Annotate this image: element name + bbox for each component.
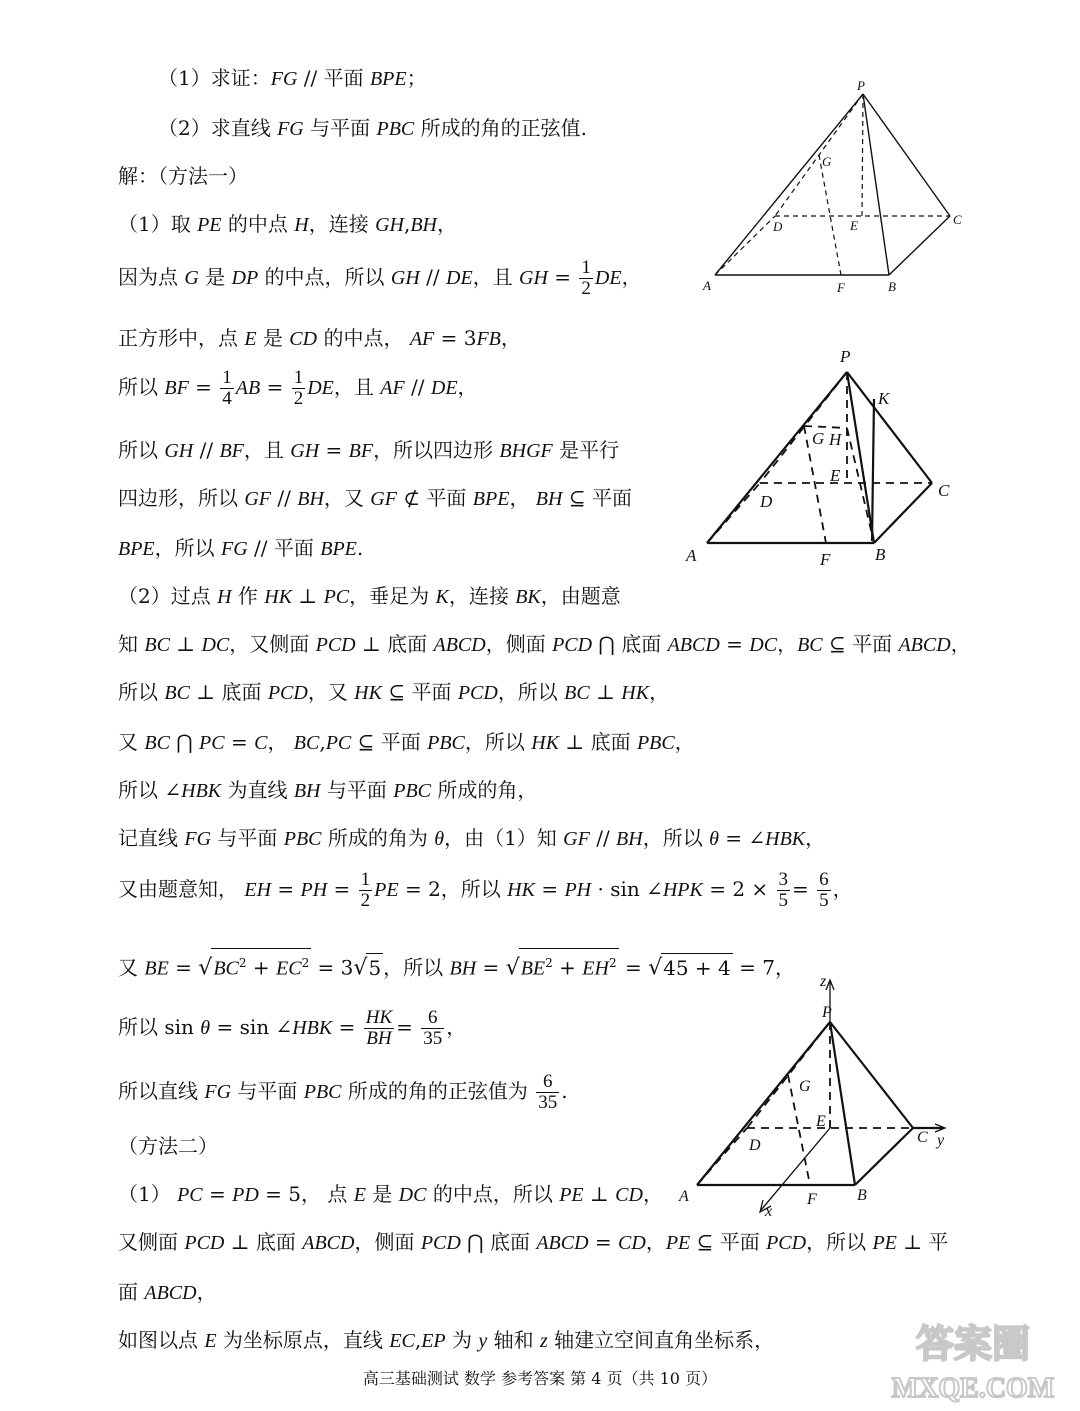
step-2: 因为点 G 是 DP 的中点，所以 GH // DE，且 GH = $\frac{1}{2}$ DE， <box>118 257 642 299</box>
fig2-label-D: D <box>760 492 773 511</box>
fig3-label-C: C <box>917 1129 928 1146</box>
pyramid-figure-1 <box>695 80 985 300</box>
question-part-1: （1）求证：FG // 平面 BPE； <box>158 66 427 90</box>
fraction-hk-bh: $\frac{HK}{BH}$ <box>365 1007 393 1049</box>
watermark-logo <box>888 1305 1058 1405</box>
fig2-label-K: K <box>878 389 890 408</box>
fig3-label-z: z <box>820 973 827 990</box>
svg-text:MXQE.COM: MXQE.COM <box>891 1373 1055 1404</box>
step-20: 面 ABCD， <box>118 1280 217 1304</box>
step-3: 正方形中，点 E 是 CD 的中点， AF = 3FB， <box>118 326 521 350</box>
pyramid-figure-3 <box>675 970 975 1220</box>
step-10: 所以 BC ⊥ 底面 PCD，又 HK ⊆ 平面 PCD，所以 BC ⊥ HK， <box>118 680 670 704</box>
step-13: 记直线 FG 与平面 PBC 所成的角为 θ，由（1）知 GF // BH，所以 θ = ∠HBK， <box>118 826 826 850</box>
step-19: 又侧面 PCD ⊥ 底面 ABCD，侧面 PCD ⋂ 底面 ABCD = CD，PE ⊆ 平面 PCD，所以 PE ⊥ 平 <box>118 1230 949 1254</box>
fig1-label-G: G <box>822 154 832 169</box>
fig2-label-P: P <box>840 347 851 366</box>
fig3-label-A: A <box>679 1188 689 1205</box>
step-17: 所以直线 FG 与平面 PBC 所成的角的正弦值为 $\frac{6}{35}$ . <box>118 1071 568 1113</box>
fig2-label-H: H <box>829 430 842 449</box>
question-part-2: （2）求直线 FG 与平面 PBC 所成的角的正弦值. <box>158 116 587 140</box>
fig1-label-C: C <box>953 212 962 227</box>
step-4: 所以 BF = $\frac{1}{4}$ AB = $\frac{1}{2}$ DE，且 AF // DE， <box>118 367 478 409</box>
step-7: BPE，所以 FG // 平面 BPE. <box>118 536 364 560</box>
fig3-label-F: F <box>807 1191 817 1208</box>
fig2-label-A: A <box>686 546 697 565</box>
fig2-label-E: E <box>830 466 841 485</box>
fig2-label-F: F <box>820 550 831 569</box>
step-1: （1）取 PE 的中点 H，连接 GH,BH， <box>118 212 457 236</box>
fraction-3-5: $\frac{3}{5}$ <box>778 869 789 911</box>
step-8: （2）过点 H 作 HK ⊥ PC，垂足为 K，连接 BK，由题意 <box>118 584 621 608</box>
fig3-label-B: B <box>857 1187 867 1204</box>
page-footer: 高三基础测试 数学 参考答案 第 4 页（共 10 页） <box>362 1369 718 1388</box>
fraction-6-35: $\frac{6}{35}$ <box>423 1007 443 1049</box>
step-11: 又 BC ⋂ PC = C， BC,PC ⊆ 平面 PBC，所以 HK ⊥ 底面 PBC， <box>118 730 695 754</box>
fig2-label-G: G <box>812 429 825 448</box>
fig1-label-A: A <box>703 278 711 293</box>
step-15: 又 BE = $√BC^2 + EC^2 = 3√5$ ，所以 BH = $√BE^2 + EH^2 = √45 + 4 = 7$， <box>118 948 795 983</box>
step-5: 所以 GH // BF，且 GH = BF，所以四边形 BHGF 是平行 <box>118 438 620 462</box>
fig1-label-E: E <box>850 218 858 233</box>
fig1-label-D: D <box>773 219 783 234</box>
step-16: 所以 sin θ = sin ∠HBK = $\frac{HK}{BH}$ = $\frac{6}{35}$ ， <box>118 1007 467 1049</box>
fig3-label-y: y <box>937 1132 945 1149</box>
fig1-label-P: P <box>857 80 865 93</box>
fig2-label-C: C <box>938 481 950 500</box>
fraction-6-35b: $\frac{6}{35}$ <box>538 1071 558 1113</box>
fraction-6-5: $\frac{6}{5}$ <box>819 869 829 911</box>
fig3-label-G: G <box>799 1078 811 1095</box>
svg-text:答案圈: 答案圈 <box>915 1324 1031 1366</box>
fig3-label-E: E <box>816 1113 826 1130</box>
fig3-label-D: D <box>749 1137 761 1154</box>
step-12: 所以 ∠HBK 为直线 BH 与平面 PBC 所成的角， <box>118 778 538 802</box>
fraction-1-2c: $\frac{1}{2}$ <box>360 869 371 911</box>
fig3-label-x: x <box>765 1203 773 1220</box>
fraction-1-2b: $\frac{1}{2}$ <box>293 367 304 409</box>
method2-heading: （方法二） <box>118 1134 218 1158</box>
step-14: 又由题意知， EH = PH = $\frac{1}{2}$ PE = 2，所以 HK = PH · sin ∠HPK = 2 × $\frac{3}{5}$ = $\frac{6}{5}$ ， <box>118 869 853 911</box>
q1-prefix: （1）求证： <box>158 66 271 90</box>
fig1-label-B: B <box>888 279 896 294</box>
pyramid-figure-2 <box>680 344 970 572</box>
fraction-1-4: $\frac{1}{4}$ <box>222 367 232 409</box>
fig3-label-P: P <box>822 1004 832 1021</box>
fig1-label-F: F <box>837 280 845 295</box>
step-6: 四边形，所以 GF // BH，又 GF ⊄ 平面 BPE， BH ⊆ 平面 <box>118 486 632 510</box>
fig2-label-B: B <box>875 545 886 564</box>
step-21: 如图以点 E 为坐标原点，直线 EC,EP 为 y 轴和 z 轴建立空间直角坐标系， <box>118 1328 775 1352</box>
step-18: （1） PC = PD = 5， 点 E 是 DC 的中点，所以 PE ⊥ CD， <box>118 1182 663 1206</box>
step-9: 知 BC ⊥ DC，又侧面 PCD ⊥ 底面 ABCD，侧面 PCD ⋂ 底面 ABCD = DC，BC ⊆ 平面 ABCD， <box>118 632 971 656</box>
fraction-1-2: $\frac{1}{2}$ <box>581 257 591 299</box>
solution-heading: 解：（方法一） <box>118 164 248 188</box>
